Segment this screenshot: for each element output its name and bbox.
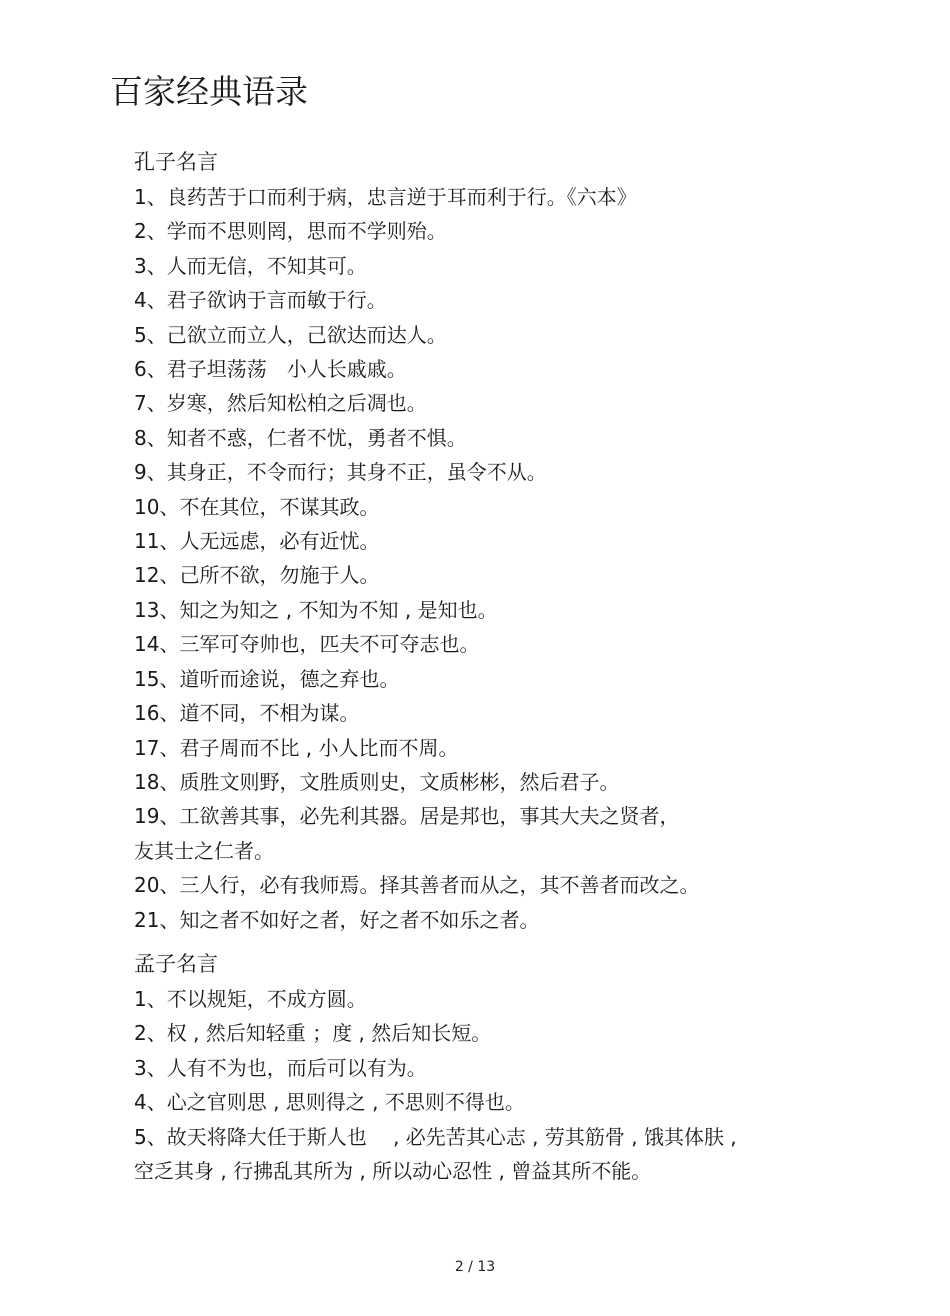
quote-item (134, 386, 874, 420)
quote-number: 5、 (134, 1124, 167, 1149)
quote-text: 己所不欲，勿施于人。 (179, 563, 380, 588)
quote-text: 知之为知之 , 不知为不知 , 是知也。 (179, 597, 498, 622)
quote-text: 学而不思则罔，思而不学则殆。 (166, 219, 447, 244)
quote-item (134, 627, 874, 661)
quote-number: 18、 (134, 769, 180, 794)
document-title: 百家经典语录 (110, 72, 308, 111)
quote-text: 知之者不如好之者，好之者不如乐之者。 (179, 907, 540, 932)
quote-text-continuation: 空乏其身 , 行拂乱其所为 , 所以动心忍性 , 曾益其所不能。 (134, 1159, 652, 1184)
quote-item (134, 1085, 874, 1119)
quote-text: 岁寒，然后知松柏之后凋也。 (166, 391, 427, 416)
quote-number: 3、 (134, 1055, 167, 1080)
quote-number: 20、 (134, 873, 180, 898)
quote-text: 三人行，必有我师焉。择其善者而从之，其不善者而改之。 (179, 873, 700, 898)
quote-item (134, 593, 874, 627)
quote-item (134, 868, 874, 902)
section-heading: 孟子名言 (134, 952, 218, 976)
quote-item (134, 249, 874, 283)
page-number: 2 / 13 (454, 1259, 496, 1275)
quote-number: 7、 (134, 391, 167, 416)
quote-item (134, 982, 874, 1016)
quote-number: 2、 (134, 1021, 167, 1046)
quote-number: 5、 (134, 322, 167, 347)
quote-text: 不在其位，不谋其政。 (179, 494, 380, 519)
quote-item (134, 318, 874, 352)
quote-text: 道听而途说，德之弃也。 (179, 666, 400, 691)
quote-item (134, 180, 874, 214)
quote-item (134, 490, 874, 524)
quote-text: 己欲立而立人，己欲达而达人。 (166, 322, 447, 347)
quote-text: 不以规矩，不成方圆。 (166, 987, 367, 1011)
quote-text: 其身正，不令而行；其身不正，虽令不从。 (166, 460, 547, 485)
quote-list (134, 982, 874, 1188)
quote-text: 故天将降大任于斯人也 , 必先苦其心志 , 劳其筋骨 , 饿其体肤 , (166, 1124, 737, 1149)
quote-item (134, 903, 874, 937)
quote-number: 6、 (134, 357, 167, 382)
quote-item (134, 421, 874, 455)
quote-number: 19、 (134, 804, 180, 829)
quote-text-continuation: 友其士之仁者。 (134, 838, 274, 863)
quote-number: 9、 (134, 460, 167, 485)
quote-list (134, 180, 874, 937)
quote-number: 4、 (134, 1090, 167, 1115)
quote-item (134, 214, 874, 248)
section-kongzi (134, 146, 874, 937)
quote-text: 人无远虑，必有近忧。 (179, 529, 380, 554)
quote-number: 11、 (134, 529, 180, 554)
quote-item (134, 799, 874, 868)
quote-text: 人有不为也，而后可以有为。 (166, 1055, 427, 1080)
quote-text: 工欲善其事，必先利其器。居是邦也，事其大夫之贤者， (179, 804, 680, 829)
quote-item (134, 352, 874, 386)
quote-number: 15、 (134, 666, 180, 691)
quote-item (134, 662, 874, 696)
quote-number: 14、 (134, 632, 180, 657)
quote-number: 2、 (134, 219, 167, 244)
quote-item (134, 765, 874, 799)
quote-text: 心之官则思 , 思则得之 , 不思则不得也。 (166, 1090, 525, 1115)
quote-number: 17、 (134, 735, 180, 760)
quote-item (134, 283, 874, 317)
section-heading: 孔子名言 (134, 150, 218, 174)
quote-item (134, 1016, 874, 1050)
quote-text: 良药苦于口而利于病，忠言逆于耳而利于行。《六本》 (166, 185, 637, 209)
quote-number: 13、 (134, 597, 180, 622)
quote-text: 君子周而不比 , 小人比而不周。 (179, 735, 459, 760)
quote-text: 君子欲讷于言而敏于行。 (166, 288, 387, 313)
quote-number: 3、 (134, 253, 167, 278)
quote-text: 君子坦荡荡 小人长戚戚。 (166, 357, 407, 382)
quote-number: 21、 (134, 907, 180, 932)
quote-text: 人而无信，不知其可。 (166, 253, 367, 278)
quote-text: 三军可夺帅也，匹夫不可夺志也。 (179, 632, 480, 657)
quote-number: 1、 (134, 987, 167, 1011)
quote-number: 12、 (134, 563, 180, 588)
quote-text: 质胜文则野，文胜质则史，文质彬彬，然后君子。 (179, 769, 620, 794)
section-mengzi (134, 948, 874, 1188)
quote-item (134, 1120, 874, 1189)
quote-number: 8、 (134, 425, 167, 450)
quote-item (134, 696, 874, 730)
quote-number: 4、 (134, 288, 167, 313)
quote-text: 权 , 然后知轻重 ；度 , 然后知长短。 (166, 1021, 492, 1046)
quote-number: 1、 (134, 185, 167, 209)
quote-item (134, 1051, 874, 1085)
quote-item (134, 558, 874, 592)
quote-text: 知者不惑，仁者不忧，勇者不惧。 (166, 425, 467, 450)
quote-item (134, 524, 874, 558)
quote-item (134, 455, 874, 489)
quote-number: 16、 (134, 701, 180, 726)
quote-number: 10、 (134, 494, 180, 519)
quote-item (134, 731, 874, 765)
quote-text: 道不同，不相为谋。 (179, 701, 360, 726)
